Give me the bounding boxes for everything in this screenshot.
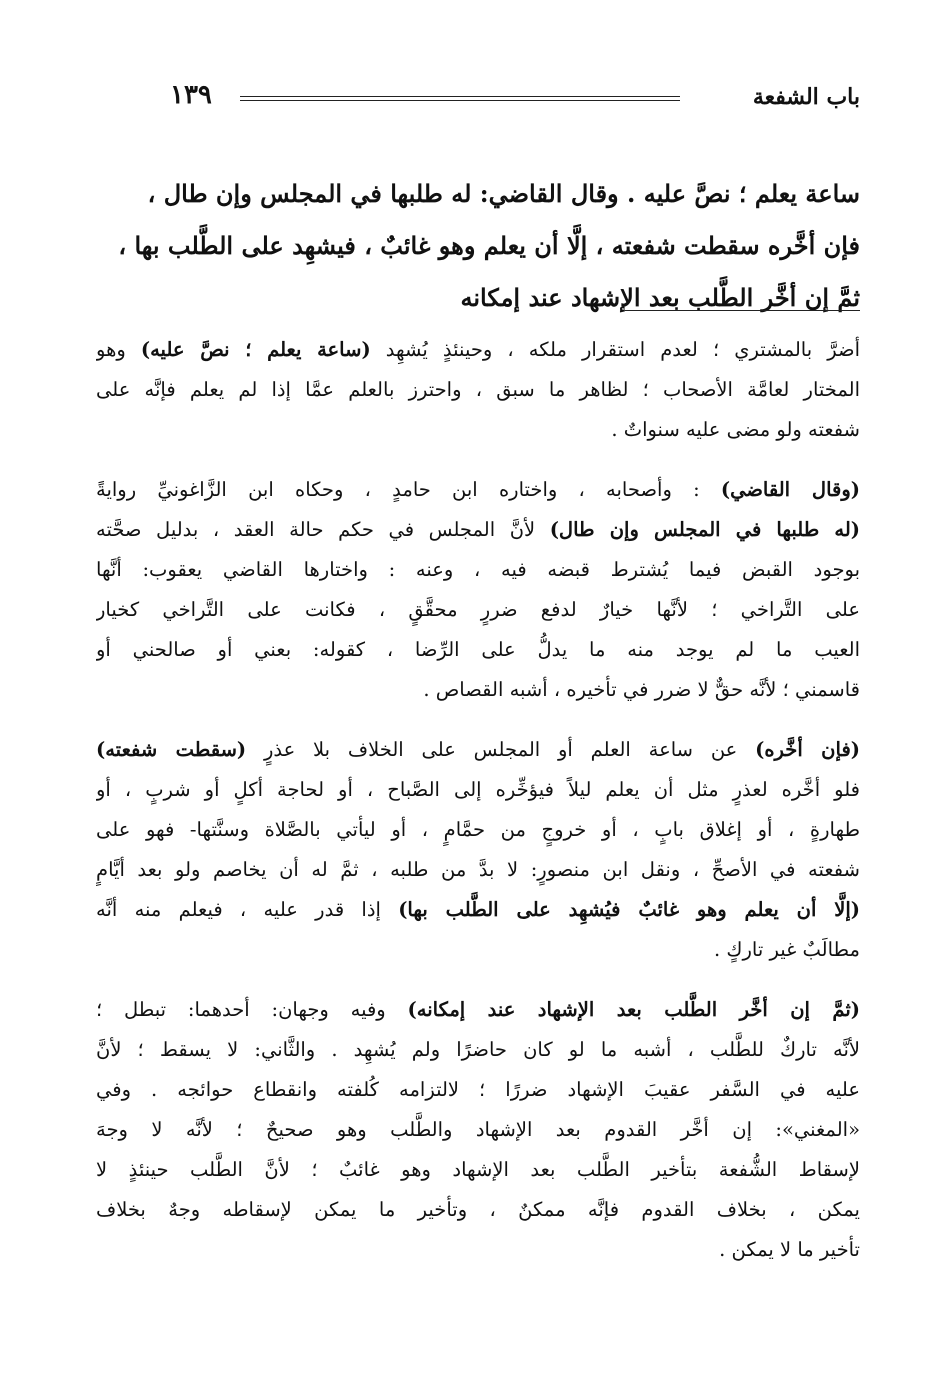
commentary-segment: يمكن ، بخلاف القدوم فإنَّه ممكنٌ ، وتأخير ما يمكن لإسقاطه وجهٌ بخلاف [96,1198,860,1221]
quoted-matn-segment: (له طلبها في المجلس وإن طال) [549,518,860,541]
commentary-segment: العيب ما لم يوجد منه ما يدلُّ على الرِّضا ، كقوله: بعني أو صالحني أو [96,638,860,661]
commentary-line [96,410,860,450]
matn-line: فإن أخَّره سقطت شفعته ، إلَّا أن يعلم وهو غائبٌ ، فيشهِد على الطَّلب بها ، [118,231,860,260]
commentary-paragraph [96,730,860,970]
commentary-segment: فلو أخَّره لعذرٍ مثل أن يعلم ليلاً فيؤخِّره إلى الصَّباح ، أو لحاجة أكلٍ أو شربٍ ، أو [96,778,860,801]
commentary-line [96,990,860,1030]
header-rule [240,96,680,101]
quoted-matn-segment: (ساعة يعلم ؛ نصَّ عليه) [140,338,371,361]
commentary-line [96,670,860,710]
commentary-paragraph [96,990,860,1270]
commentary-segment: «المغني»: إن أخَّر القدوم بعد الإشهاد والطَّلب وهو صحيحٌ ؛ لأنَّه لا وجهَ [96,1118,860,1141]
quoted-matn-segment: (إلَّا أن يعلم وهو غائبٌ فيُشهِد على الطَّلب بها) [398,898,860,921]
commentary-line [96,590,860,630]
commentary-segment: تأخير ما لا يمكن . [719,1238,860,1261]
commentary-line [96,890,860,930]
commentary-line [96,370,860,410]
quoted-matn-segment: (وقال القاضي) [720,478,860,501]
commentary-segment: أضرَّ بالمشتري ؛ لعدم استقرار ملكه ، وحينئذٍ يُشهِد [370,338,860,361]
commentary-segment: عليه في السَّفر عقيبَ الإشهاد ضررًا ؛ لالتزامه كُلفته وانقطاع حوائجه . وفي [96,1078,860,1101]
commentary-line [96,1230,860,1270]
commentary-line [96,1030,860,1070]
commentary-segment: لإسقاط الشُّفعة بتأخير الطَّلب بعد الإشهاد وهو غائبٌ ؛ لأنَّ الطَّلب حينئذٍ لا [96,1158,860,1181]
commentary-segment: : وأصحابه ، واختاره ابن حامدٍ ، وحكاه ابن الزَّاغونيِّ روايةً [96,478,721,501]
commentary [96,330,860,1290]
chapter-title: باب الشفعة [752,84,860,110]
commentary-line [96,850,860,890]
commentary-line [96,470,860,510]
commentary-line [96,550,860,590]
commentary-segment: قاسمني ؛ لأنَّه حقٌّ لا ضرر في تأخيره ، أشبه القصاص . [423,678,860,701]
quoted-matn-segment: (سقطت شفعته) [96,738,247,761]
commentary-line [96,1070,860,1110]
commentary-line [96,1190,860,1230]
commentary-segment: عن ساعة العلم أو المجلس على الخلاف بلا عذرٍ [246,738,756,761]
quoted-matn-segment: (فإن أخَّره) [755,738,860,761]
commentary-line [96,1110,860,1150]
commentary-line [96,730,860,770]
footnote-separator [625,310,860,311]
commentary-segment: مطالَبٌ غير تاركٍ . [714,938,860,961]
commentary-line [96,810,860,850]
commentary-segment: وهو [96,338,141,361]
commentary-line [96,510,860,550]
commentary-paragraph [96,330,860,450]
commentary-segment: إذا قدر عليه ، فيعلم منه أنَّه [96,898,399,921]
commentary-segment: لأنَّه تاركٌ للطَّلب ، أشبه ما لو كان حاضرًا ولم يُشهِد . والثَّاني: لا يسقط ؛ لأنَّ [96,1038,860,1061]
quoted-matn-segment: (ثمَّ إن أخَّر الطَّلب بعد الإشهاد عند إمكانه) [407,998,860,1021]
commentary-segment: شفعته ولو مضى عليه سنواتٌ . [611,418,860,441]
commentary-line [96,1150,860,1190]
commentary-segment: طهارةٍ ، أو إغلاق بابٍ ، أو خروجٍ من حمَّامٍ ، أو ليأتي بالصَّلاة وسنَّتها- فهو على [96,818,860,841]
commentary-segment: وفيه وجهان: أحدهما: تبطل ؛ [96,998,408,1021]
matn-line: ثمَّ إن أخَّر الطَّلب بعد الإشهاد عند إمكانه [460,283,860,312]
commentary-segment: على التَّراخي ؛ لأنَّها خيارٌ لدفع ضررٍ محقَّقٍ ، فكانت على التَّراخي كخيار [96,598,860,621]
running-header [150,78,860,118]
commentary-segment: شفعته في الأصحِّ ، ونقل ابن منصورٍ: لا بدَّ من طلبه ، ثمَّ له أن يخاصم ولو بعد أيَّامٍ [96,858,860,881]
commentary-line [96,770,860,810]
matn-text [96,168,860,324]
commentary-line [96,930,860,970]
matn-line: ساعة يعلم ؛ نصَّ عليه . وقال القاضي: له طلبها في المجلس وإن طال ، [147,179,860,208]
page-number: ١٣٩ [170,80,212,110]
commentary-segment: المختار لعامَّة الأصحاب ؛ لظاهر ما سبق ، واحترز بالعلم عمَّا إذا لم يعلم فإنَّه على [96,378,860,401]
commentary-line [96,630,860,670]
commentary-segment: بوجود القبض فيما يُشترط قبضه فيه ، وعنه : واختارها القاضي يعقوب: أنَّها [96,558,860,581]
commentary-paragraph [96,470,860,710]
commentary-line [96,330,860,370]
commentary-segment: لأنَّ المجلس في حكم حالة العقد ، بدليل صحَّته [96,518,550,541]
